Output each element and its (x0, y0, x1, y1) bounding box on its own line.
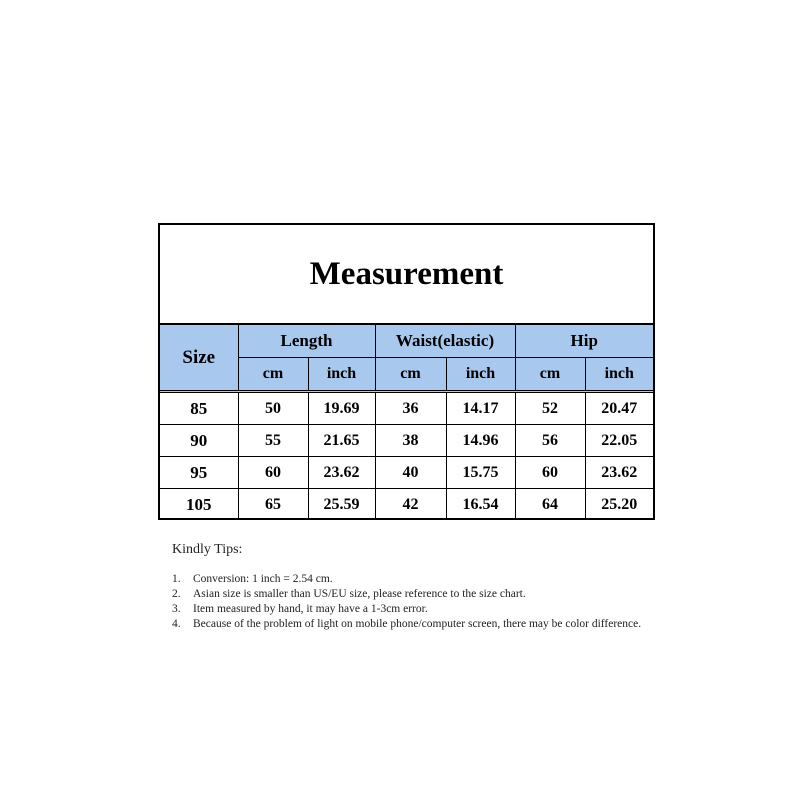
table-cell: 20.47 (585, 392, 653, 425)
tip-text: Item measured by hand, it may have a 1-3cm error. (193, 603, 428, 615)
chart-title: Measurement (160, 225, 653, 325)
tip-text: Conversion: 1 inch = 2.54 cm. (193, 573, 333, 585)
tip-text: Because of the problem of light on mobile phone/computer screen, there may be color difference. (193, 618, 642, 630)
unit-header: inch (308, 358, 375, 392)
unit-header: inch (585, 358, 653, 392)
table-cell: 64 (515, 489, 585, 521)
table-cell: 23.62 (585, 457, 653, 489)
table-cell: 56 (515, 425, 585, 457)
tips-list (172, 572, 652, 632)
tip-item (172, 602, 652, 617)
tip-item (172, 617, 652, 632)
table-cell: 50 (238, 392, 308, 425)
tip-number: 3. (172, 603, 181, 615)
table-cell: 42 (375, 489, 446, 521)
size-cell: 90 (160, 425, 238, 457)
table-cell: 65 (238, 489, 308, 521)
table-cell: 55 (238, 425, 308, 457)
header-size: Size (160, 325, 238, 392)
unit-header: cm (375, 358, 446, 392)
tip-text: Asian size is smaller than US/EU size, please reference to the size chart. (193, 588, 526, 600)
size-cell: 105 (160, 489, 238, 521)
tips-title: Kindly Tips: (172, 542, 243, 557)
table-cell: 16.54 (446, 489, 515, 521)
header-hip: Hip (515, 325, 653, 358)
table-cell: 21.65 (308, 425, 375, 457)
table-cell: 23.62 (308, 457, 375, 489)
tip-item (172, 587, 652, 602)
header-waist: Waist(elastic) (375, 325, 515, 358)
table-row (160, 457, 653, 489)
table-cell: 60 (238, 457, 308, 489)
table-cell: 15.75 (446, 457, 515, 489)
tip-number: 2. (172, 588, 181, 600)
tip-number: 4. (172, 618, 181, 630)
table-cell: 60 (515, 457, 585, 489)
table-cell: 25.59 (308, 489, 375, 521)
unit-header: cm (238, 358, 308, 392)
size-chart (158, 223, 655, 520)
size-cell: 85 (160, 392, 238, 425)
table-cell: 38 (375, 425, 446, 457)
tip-number: 1. (172, 573, 181, 585)
table-cell: 14.96 (446, 425, 515, 457)
unit-header: cm (515, 358, 585, 392)
table-cell: 40 (375, 457, 446, 489)
tip-item (172, 572, 652, 587)
size-cell: 95 (160, 457, 238, 489)
table-cell: 25.20 (585, 489, 653, 521)
table-cell: 22.05 (585, 425, 653, 457)
table-cell: 36 (375, 392, 446, 425)
measurement-table (160, 325, 653, 520)
table-row (160, 425, 653, 457)
unit-header: inch (446, 358, 515, 392)
table-cell: 19.69 (308, 392, 375, 425)
kindly-tips (172, 542, 652, 632)
header-length: Length (238, 325, 375, 358)
table-row (160, 392, 653, 425)
table-cell: 14.17 (446, 392, 515, 425)
table-row (160, 489, 653, 521)
table-cell: 52 (515, 392, 585, 425)
